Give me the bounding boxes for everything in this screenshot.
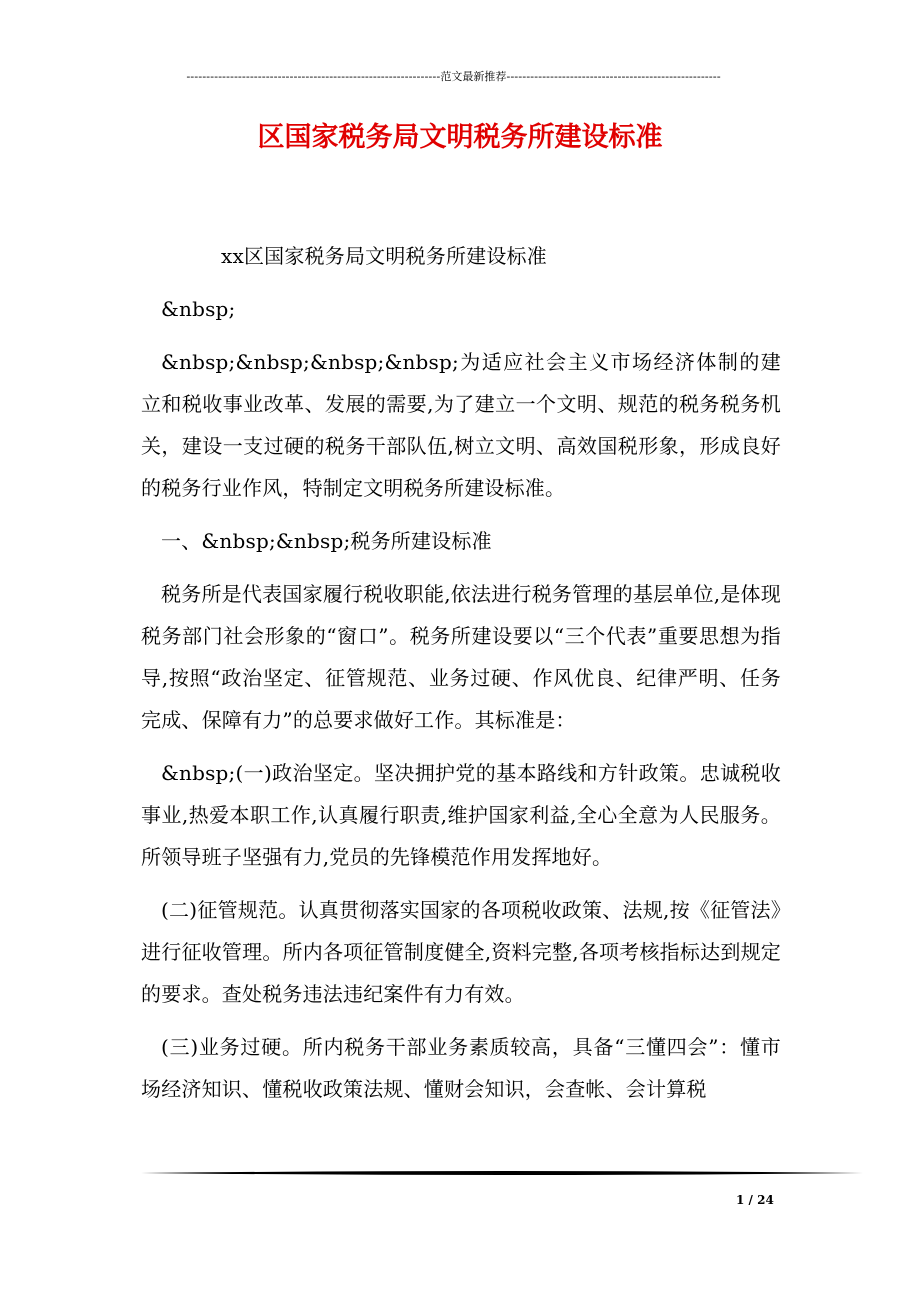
paragraph: &nbsp;(一)政治坚定。坚决拥护党的基本路线和方针政策。忠诚税收事业,热爱本职工作,认真履行职责,维护国家利益,全心全意为人民服务。所领导班子坚强有力,党员的先锋模范作用发挥地好。 xyxy=(141,761,781,869)
document-body xyxy=(141,235,781,1110)
section-heading: 一、&nbsp;&nbsp;税务所建设标准 xyxy=(161,529,492,553)
paragraph: &nbsp;&nbsp;&nbsp;&nbsp;为适应社会主义市场经济体制的建立和税收事业改革、发展的需要,为了建立一个文明、规范的税务税务机关，建设一支过硬的税务干部队伍,树立文明、高效国税形象，形成良好的税务行业作风，特制定文明税务所建设标准。 xyxy=(141,350,781,500)
page-number: 1 / 24 xyxy=(736,1193,774,1207)
document-subtitle: xx区国家税务局文明税务所建设标准 xyxy=(221,244,547,268)
footer-divider xyxy=(141,1170,863,1176)
document-title: 区国家税务局文明税务所建设标准 xyxy=(257,122,663,153)
page-header-banner: ----------------------------------------------------------------范文最新推荐------------------------------------------------------ xyxy=(186,70,721,83)
paragraph: (三)业务过硬。所内税务干部业务素质较高，具备“三懂四会”：懂市场经济知识、懂税收政策法规、懂财会知识，会查帐、会计算税 xyxy=(141,1035,781,1101)
paragraph: (二)征管规范。认真贯彻落实国家的各项税收政策、法规,按《征管法》进行征收管理。所内各项征管制度健全,资料完整,各项考核指标达到规定的要求。查处税务违法违纪案件有力有效。 xyxy=(141,898,781,1006)
paragraph: &nbsp; xyxy=(161,297,236,321)
paragraph: 税务所是代表国家履行税收职能,依法进行税务管理的基层单位,是体现税务部门社会形象的“窗口”。税务所建设要以“三个代表”重要思想为指导,按照“政治坚定、征管规范、业务过硬、作风优良、纪律严明、任务完成、保障有力”的总要求做好工作。其标准是： xyxy=(141,582,781,732)
